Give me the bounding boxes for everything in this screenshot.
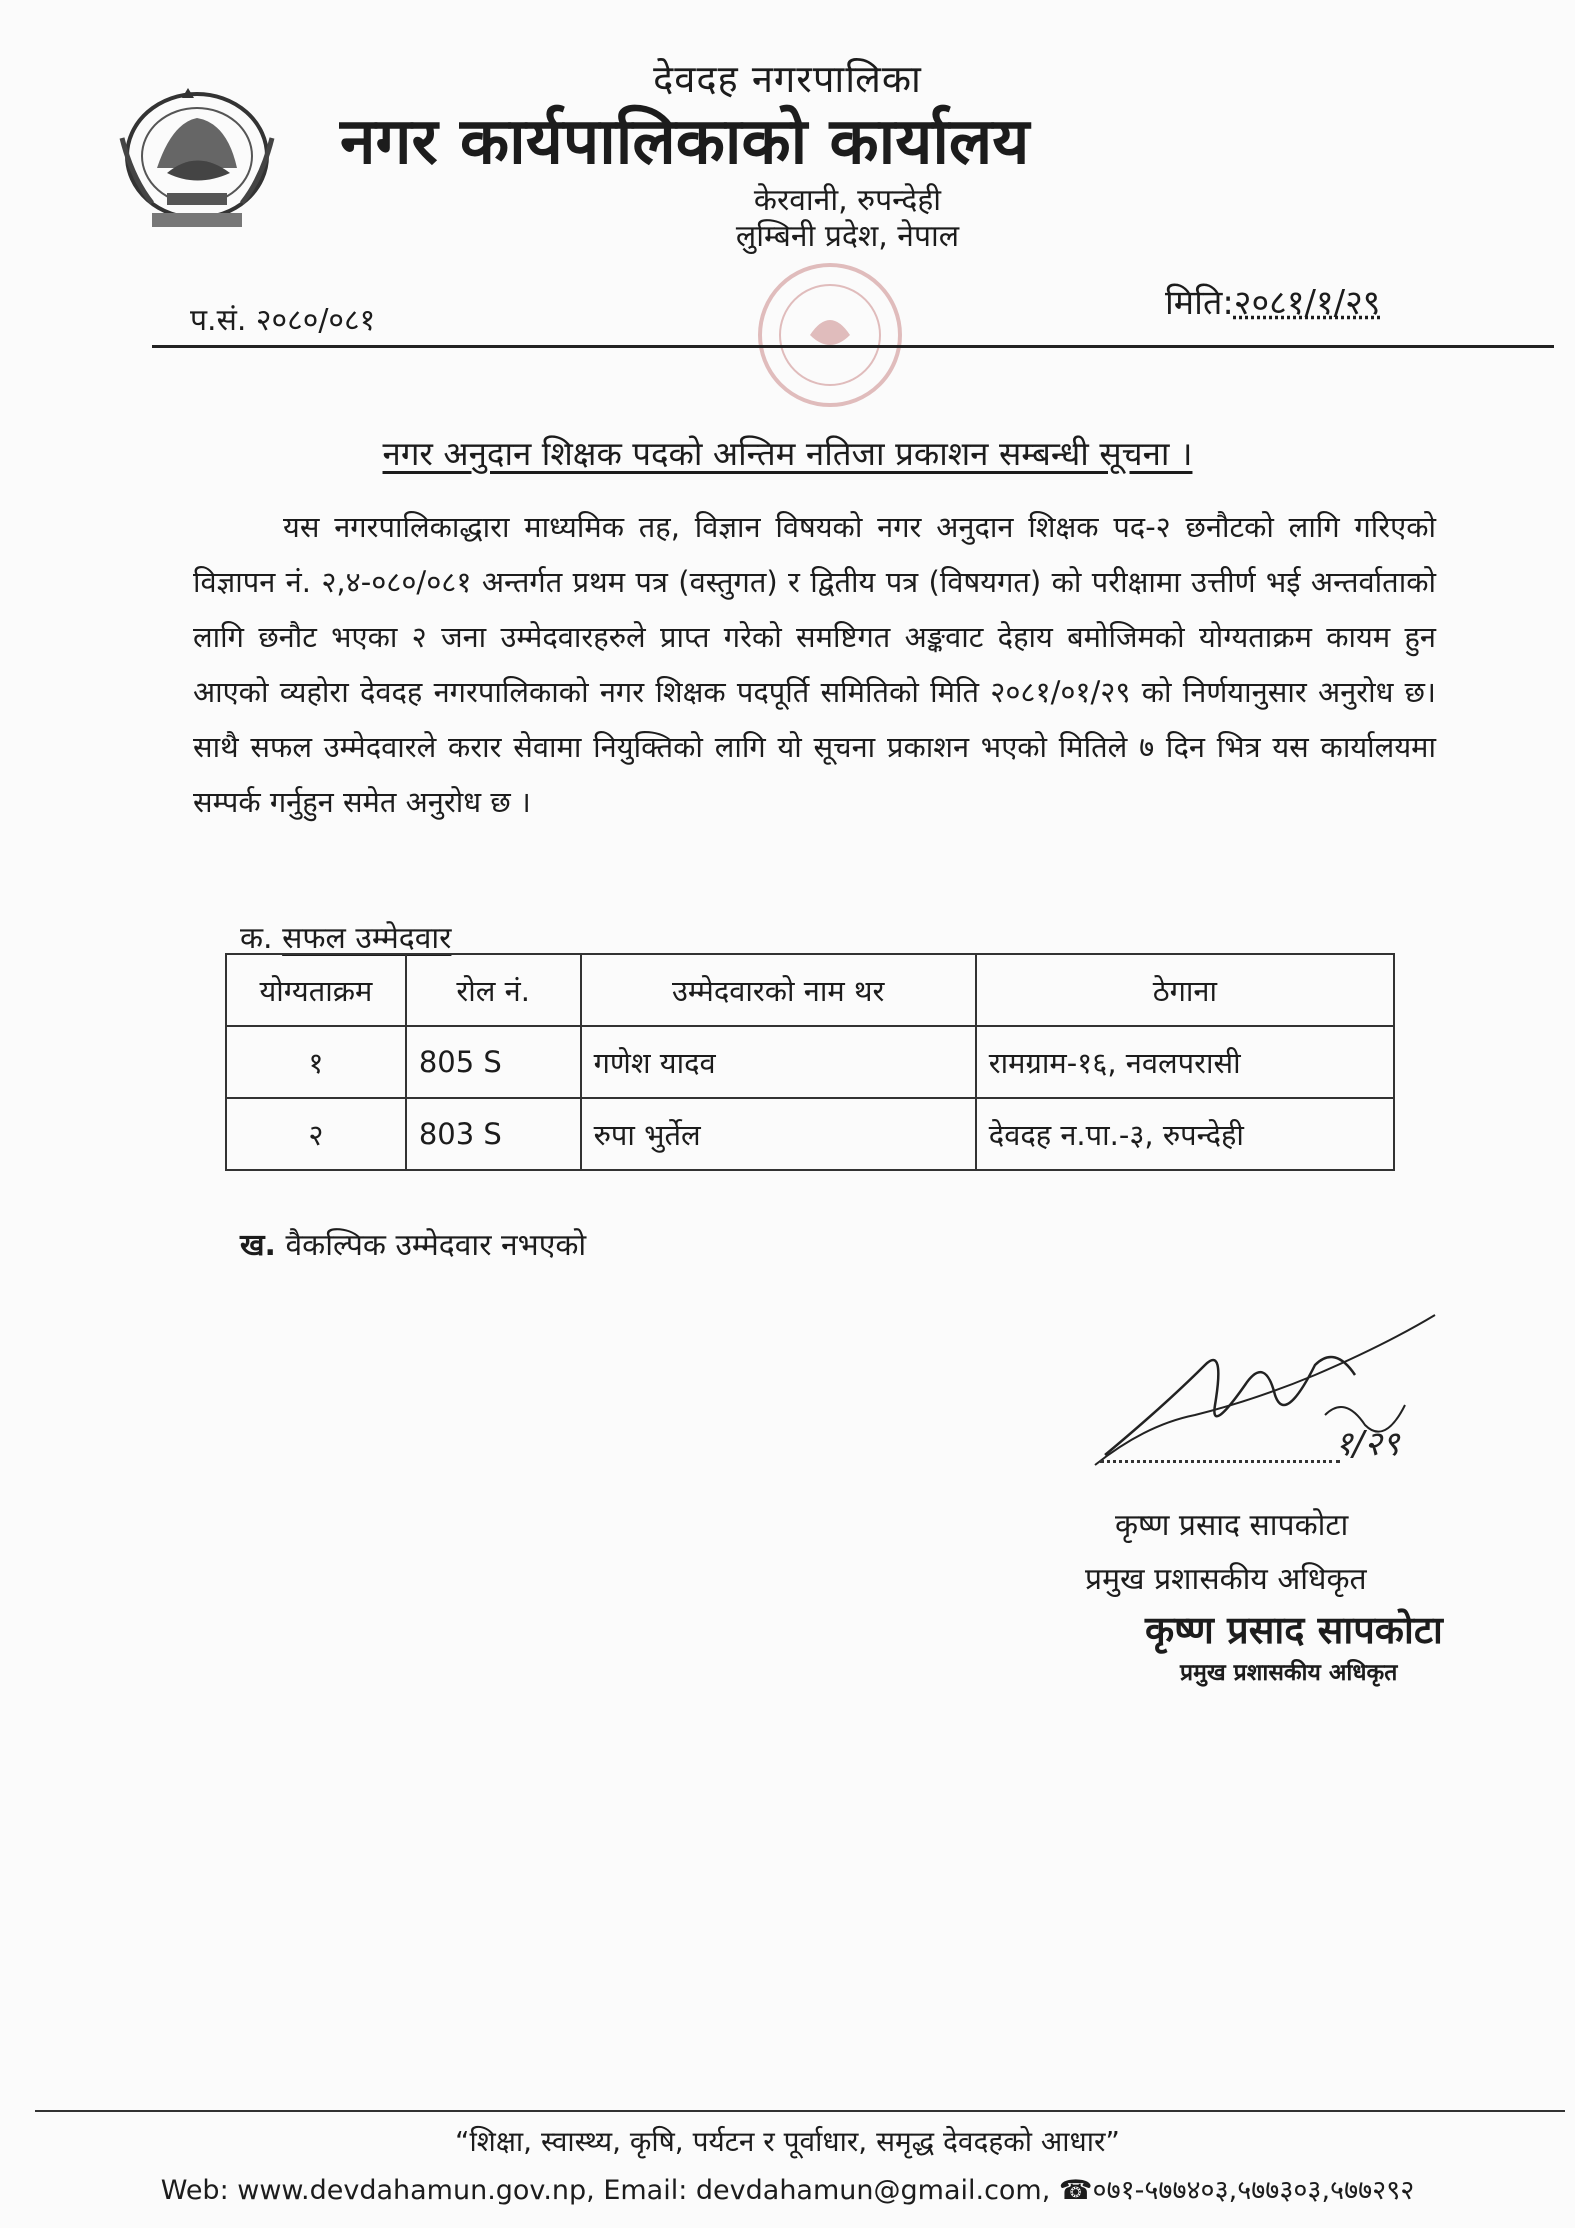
section-b-text: वैकल्पिक उम्मेदवार नभएको — [285, 1228, 587, 1263]
date-line — [1165, 278, 1380, 324]
cell-name: गणेश यादव — [581, 1026, 976, 1098]
reference-number: प.सं. २०८०/०८१ — [190, 303, 376, 338]
handwritten-signature — [1085, 1305, 1445, 1505]
col-header-name: उम्मेदवारको नाम थर — [581, 954, 976, 1026]
section-successful-candidates — [240, 916, 451, 957]
address-line-2: लुम्बिनी प्रदेश, नेपाल — [735, 219, 960, 254]
footer-contact: Web: www.devdahamun.gov.np, Email: devdahamun@gmail.com, ☎०७१-५७७४०३,५७७३०३,५७७२९२ — [160, 2175, 1415, 2206]
cell-rank: २ — [226, 1098, 406, 1170]
signatory-name: कृष्ण प्रसाद सापकोटा — [1115, 1508, 1349, 1543]
signature-date: १/२९ — [1335, 1424, 1400, 1464]
section-b-prefix: ख. — [240, 1228, 276, 1263]
date-value: २०८१/१/२९ — [1233, 283, 1381, 323]
col-header-roll: रोल नं. — [406, 954, 581, 1026]
notice-body: यस नगरपालिकाद्धारा माध्यमिक तह, विज्ञान विषयको नगर अनुदान शिक्षक पद-२ छनौटको लागि गरिएको विज्ञापन नं. २,४-०८०/०८१ अन्तर्गत प्रथम पत्र (वस्तुगत) र द्वितीय पत्र (विषयगत) को परीक्षामा उत्तीर्ण भई अन्तर्वाताको लागि छनौट भएका २ जना उम्मेदवारहरुले प्राप्त गरेको समष्टिगत अङ्कवाट देहाय बमोजिमको योग्यताक्रम कायम हुन आएको व्यहोरा देवदह नगरपालिकाको नगर शिक्षक पदपूर्ति समितिको मिति २०८१/०१/२९ को निर्णयानुसार अनुरोध छ। साथै सफल उम्मेदवारले करार सेवामा नियुक्तिको लागि यो सूचना प्रकाशन भएको मितिले ७ दिन भित्र यस कार्यालयमा सम्पर्क गर्नुहुन समेत अनुरोध छ । — [193, 510, 1436, 819]
section-a-title: सफल उम्मेदवार — [282, 921, 452, 956]
cell-roll: 803 S — [406, 1098, 581, 1170]
table-row — [226, 1098, 1394, 1170]
address-line-1: केरवानी, रुपन्देही — [753, 183, 942, 218]
org-name: देवदह नगरपालिका — [653, 57, 922, 101]
date-label: मिति: — [1165, 283, 1234, 323]
section-a-prefix: क. — [240, 921, 273, 956]
signatory-post: प्रमुख प्रशासकीय अधिकृत — [1085, 1562, 1367, 1597]
notice-title: नगर अनुदान शिक्षक पदको अन्तिम नतिजा प्रकाशन सम्बन्धी सूचना । — [382, 434, 1193, 473]
signature-line — [1100, 1460, 1340, 1463]
cell-address: देवदह न.पा.-३, रुपन्देही — [976, 1098, 1394, 1170]
footer-motto: “शिक्षा, स्वास्थ्य, कृषि, पर्यटन र पूर्वाधार, समृद्ध देवदहको आधार” — [455, 2125, 1120, 2158]
cell-roll: 805 S — [406, 1026, 581, 1098]
results-table — [225, 953, 1395, 1171]
cell-name: रुपा भुर्तेल — [581, 1098, 976, 1170]
cell-address: रामग्राम-१६, नवलपरासी — [976, 1026, 1394, 1098]
footer-divider — [35, 2110, 1565, 2112]
office-seal-stamp — [730, 255, 930, 425]
cell-rank: १ — [226, 1026, 406, 1098]
stamp-post: प्रमुख प्रशासकीय अधिकृत — [1180, 1660, 1398, 1686]
col-header-rank: योग्यताक्रम — [226, 954, 406, 1026]
col-header-address: ठेगाना — [976, 954, 1394, 1026]
header-divider — [152, 345, 1554, 348]
office-title: नगर कार्यपालिकाको कार्यालय — [340, 105, 1030, 179]
table-row — [226, 1026, 1394, 1098]
section-alternate-candidates — [240, 1223, 586, 1264]
stamp-name: कृष्ण प्रसाद सापकोटा — [1145, 1608, 1443, 1652]
table-header-row — [226, 954, 1394, 1026]
